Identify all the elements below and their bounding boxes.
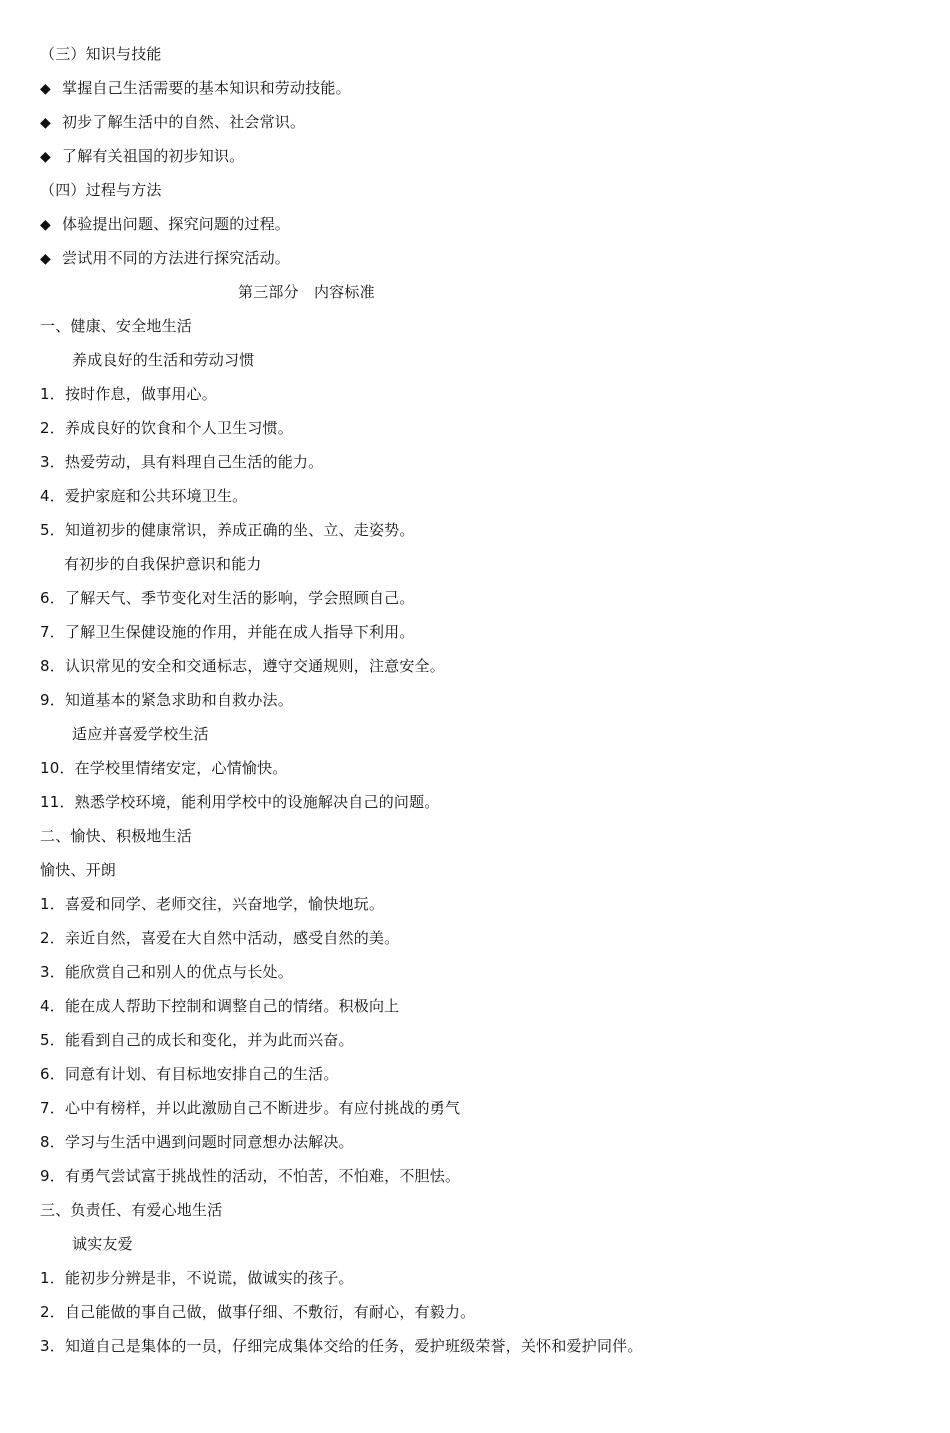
diamond-bullet-icon: ◆ — [40, 217, 51, 233]
bullet-text: 体验提出问题、探究问题的过程。 — [62, 215, 291, 233]
list-item: 9．有勇气尝试富于挑战性的活动，不怕苦，不怕难，不胆怯。 — [40, 1167, 461, 1185]
list-item: 9．知道基本的紧急求助和自救办法。 — [40, 691, 293, 709]
subheading: 愉快、开朗 — [40, 861, 117, 879]
bullet-item — [40, 212, 290, 236]
diamond-bullet-icon: ◆ — [40, 81, 51, 97]
subheading: 适应并喜爱学校生活 — [72, 725, 209, 743]
list-item: 1．能初步分辨是非，不说谎，做诚实的孩子。 — [40, 1269, 354, 1287]
bullet-text: 掌握自己生活需要的基本知识和劳动技能。 — [62, 79, 351, 97]
list-item: 10．在学校里情绪安定，心情愉快。 — [40, 759, 288, 777]
list-item: 2．自己能做的事自己做，做事仔细、不敷衍，有耐心，有毅力。 — [40, 1303, 476, 1321]
list-item: 3．能欣赏自己和别人的优点与长处。 — [40, 963, 293, 981]
bullet-item — [40, 144, 244, 168]
list-item: 11．熟悉学校环境，能利用学校中的设施解决自己的问题。 — [40, 793, 440, 811]
bullet-item — [40, 76, 351, 100]
list-item: 4．爱护家庭和公共环境卫生。 — [40, 487, 248, 505]
subheading: 有初步的自我保护意识和能力 — [64, 555, 262, 573]
list-item: 6．同意有计划、有目标地安排自己的生活。 — [40, 1065, 339, 1083]
diamond-bullet-icon: ◆ — [40, 251, 51, 267]
diamond-bullet-icon: ◆ — [40, 149, 51, 165]
list-item: 7．了解卫生保健设施的作用，并能在成人指导下利用。 — [40, 623, 415, 641]
subheading: 诚实友爱 — [72, 1235, 133, 1253]
list-item: 2．养成良好的饮食和个人卫生习惯。 — [40, 419, 293, 437]
list-item: 4．能在成人帮助下控制和调整自己的情绪。积极向上 — [40, 997, 400, 1015]
bullet-text: 了解有关祖国的初步知识。 — [62, 147, 245, 165]
subheading: 养成良好的生活和劳动习惯 — [72, 351, 255, 369]
section-heading: （四）过程与方法 — [40, 181, 162, 199]
bullet-item — [40, 246, 290, 270]
chapter-heading: 二、愉快、积极地生活 — [40, 827, 193, 845]
list-item: 5．知道初步的健康常识，养成正确的坐、立、走姿势。 — [40, 521, 415, 539]
bullet-text: 尝试用不同的方法进行探究活动。 — [62, 249, 291, 267]
list-item: 8．学习与生活中遇到问题时同意想办法解决。 — [40, 1133, 354, 1151]
list-item: 8．认识常见的安全和交通标志，遵守交通规则，注意安全。 — [40, 657, 445, 675]
list-item: 7．心中有榜样，并以此激励自己不断进步。有应付挑战的勇气 — [40, 1099, 461, 1117]
list-item: 6．了解天气、季节变化对生活的影响，学会照顾自己。 — [40, 589, 415, 607]
chapter-heading: 三、负责任、有爱心地生活 — [40, 1201, 223, 1219]
list-item: 1．按时作息，做事用心。 — [40, 385, 217, 403]
section-heading: （三）知识与技能 — [40, 45, 162, 63]
diamond-bullet-icon: ◆ — [40, 115, 51, 131]
list-item: 3．知道自己是集体的一员，仔细完成集体交给的任务，爱护班级荣誉，关怀和爱护同伴。 — [40, 1337, 643, 1355]
chapter-heading: 一、健康、安全地生活 — [40, 317, 193, 335]
bullet-item — [40, 110, 305, 134]
bullet-text: 初步了解生活中的自然、社会常识。 — [62, 113, 306, 131]
list-item: 3．热爱劳动，具有料理自己生活的能力。 — [40, 453, 324, 471]
list-item: 2．亲近自然，喜爱在大自然中活动，感受自然的美。 — [40, 929, 400, 947]
list-item: 5．能看到自己的成长和变化，并为此而兴奋。 — [40, 1031, 354, 1049]
part-title: 第三部分 内容标准 — [238, 283, 375, 301]
list-item: 1．喜爱和同学、老师交往，兴奋地学，愉快地玩。 — [40, 895, 385, 913]
